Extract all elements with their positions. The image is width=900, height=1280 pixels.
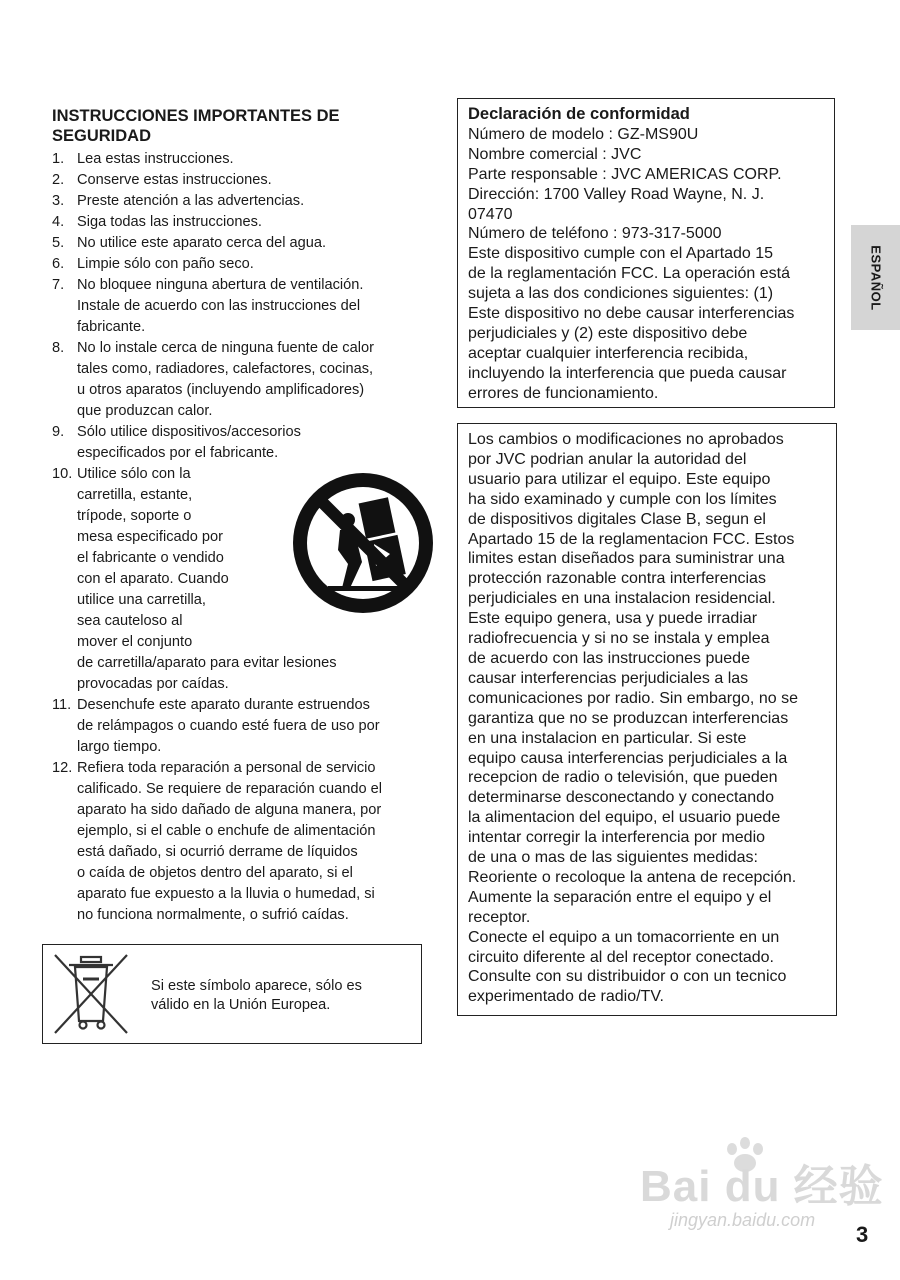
- fcc-line: Aumente la separación entre el equipo y el: [468, 888, 772, 906]
- watermark-logo: Bai du 经验: [640, 1162, 884, 1211]
- fcc-line: Reoriente o recoloque la antena de recepción.: [468, 868, 797, 886]
- instruction-number: 10.: [52, 466, 73, 482]
- fcc-notice-box: [457, 423, 837, 1016]
- fcc-line: por JVC podrian anular la autoridad del: [468, 450, 747, 468]
- section-title: INSTRUCCIONES IMPORTANTES DE SEGURIDAD: [52, 107, 340, 145]
- instruction-line: está dañado, si ocurrió derrame de líquidos: [77, 844, 358, 860]
- instruction-line: Desenchufe este aparato durante estruendos: [77, 697, 370, 713]
- instruction-item: [52, 233, 422, 254]
- instruction-number: 7.: [52, 277, 65, 293]
- instruction-line: mesa especificado por: [77, 529, 224, 545]
- fcc-line: comunicaciones por radio. Sin embargo, no se: [468, 689, 798, 707]
- fcc-line: Apartado 15 de la reglamentacion FCC. Estos: [468, 530, 795, 548]
- cart-warning-icon: [290, 470, 436, 616]
- declaration-line: Este dispositivo cumple con el Apartado 15: [468, 245, 774, 263]
- instruction-line: No lo instale cerca de ninguna fuente de calor: [77, 340, 374, 356]
- instruction-line: Conserve estas instrucciones.: [77, 172, 272, 188]
- fcc-line: radiofrecuencia y si no se instala y emplea: [468, 630, 770, 648]
- instruction-line: o caída de objetos dentro del aparato, si el: [77, 865, 353, 881]
- instruction-line: de relámpagos o cuando esté fuera de uso por: [77, 718, 380, 734]
- safety-instructions-section: [52, 106, 422, 926]
- declaration-line: perjudiciales y (2) este dispositivo debe: [468, 324, 748, 342]
- declaration-line: Número de teléfono : 973-317-5000: [468, 225, 722, 243]
- instruction-line: Utilice sólo con la: [77, 466, 191, 482]
- instruction-line: Lea estas instrucciones.: [77, 151, 234, 167]
- instruction-line: sea cauteloso al: [77, 613, 183, 629]
- instruction-line: Limpie sólo con paño seco.: [77, 256, 254, 272]
- fcc-line: limites estan diseñados para suministrar una: [468, 550, 785, 568]
- instruction-number: 9.: [52, 424, 65, 440]
- declaration-line: Dirección: 1700 Valley Road Wayne, N. J.: [468, 185, 765, 203]
- fcc-line: recepcion de radio o televisión, que pueden: [468, 769, 778, 787]
- instruction-line: calificado. Se requiere de reparación cuando el: [77, 781, 383, 797]
- declaration-line: incluyendo la interferencia que pueda causar: [468, 364, 787, 382]
- fcc-line: circuito diferente al del receptor conectado.: [468, 948, 774, 966]
- instruction-line: Refiera toda reparación a personal de servicio: [77, 760, 376, 776]
- instruction-item: [52, 254, 422, 275]
- instruction-number: 12.: [52, 760, 73, 776]
- fcc-line: Consulte con su distribuidor o con un tecnico: [468, 968, 787, 986]
- instruction-line: aparato fue expuesto a la lluvia o humedad, si: [77, 886, 375, 902]
- instruction-item: [52, 275, 422, 338]
- declaration-line: sujeta a las dos condiciones siguientes: (1): [468, 285, 774, 303]
- instruction-line: que produzcan calor.: [77, 403, 213, 419]
- declaration-title: Declaración de conformidad: [468, 105, 690, 123]
- fcc-line: ha sido examinado y cumple con los límites: [468, 490, 777, 508]
- fcc-line: de una o mas de las siguientes medidas:: [468, 849, 758, 867]
- instruction-line: provocadas por caídas.: [77, 676, 229, 692]
- instruction-item: [52, 212, 422, 233]
- fcc-line: experimentado de radio/TV.: [468, 988, 664, 1006]
- instruction-line: el fabricante o vendido: [77, 550, 224, 566]
- instruction-number: 1.: [52, 151, 65, 167]
- declaration-line: Parte responsable : JVC AMERICAS CORP.: [468, 165, 782, 183]
- fcc-line: usuario para utilizar el equipo. Este equipo: [468, 470, 771, 488]
- instruction-line: aparato ha sido dañado de alguna manera, por: [77, 802, 382, 818]
- instruction-line: fabricante.: [77, 319, 146, 335]
- instructions-list: [52, 149, 422, 926]
- instruction-line: No utilice este aparato cerca del agua.: [77, 235, 327, 251]
- instruction-number: 6.: [52, 256, 65, 272]
- instruction-line: tales como, radiadores, calefactores, cocinas,: [77, 361, 374, 377]
- instruction-line: No bloquee ninguna abertura de ventilación.: [77, 277, 364, 293]
- fcc-line: equipo causa interferencias perjudiciales a la: [468, 749, 788, 767]
- declaration-line: Número de modelo : GZ-MS90U: [468, 125, 699, 143]
- instruction-line: Instale de acuerdo con las instrucciones del: [77, 298, 361, 314]
- fcc-line: de dispositivos digitales Clase B, segun el: [468, 510, 766, 528]
- instruction-line: Sólo utilice dispositivos/accesorios: [77, 424, 301, 440]
- page-number: 3: [856, 1222, 869, 1247]
- fcc-line: Este equipo genera, usa y puede irradiar: [468, 610, 758, 628]
- fcc-line: en una instalacion en particular. Si este: [468, 729, 747, 747]
- instruction-line: mover el conjunto: [77, 634, 193, 650]
- declaration-line: Nombre comercial : JVC: [468, 145, 642, 163]
- instruction-line: de carretilla/aparato para evitar lesiones: [77, 655, 337, 671]
- instruction-item: [52, 338, 422, 422]
- instruction-item: [52, 422, 422, 464]
- instruction-item: [52, 758, 422, 926]
- instruction-line: ejemplo, si el cable o enchufe de alimentación: [77, 823, 376, 839]
- instruction-number: 3.: [52, 193, 65, 209]
- instruction-line: utilice una carretilla,: [77, 592, 206, 608]
- instruction-item: [52, 149, 422, 170]
- instruction-item: [52, 464, 422, 695]
- instruction-number: 4.: [52, 214, 65, 230]
- instruction-number: 2.: [52, 172, 65, 188]
- crossed-bin-icon: [51, 951, 131, 1037]
- fcc-line: receptor.: [468, 908, 531, 926]
- instruction-line: no funciona normalmente, o sufrió caídas.: [77, 907, 349, 923]
- instruction-item: [52, 170, 422, 191]
- fcc-line: la alimentacion del equipo, el usuario puede: [468, 809, 781, 827]
- fcc-line: protección razonable contra interferencias: [468, 570, 766, 588]
- fcc-line: Conecte el equipo a un tomacorriente en un: [468, 928, 780, 946]
- instruction-line: Preste atención a las advertencias.: [77, 193, 305, 209]
- declaration-line: aceptar cualquier interferencia recibida,: [468, 344, 749, 362]
- eu-notice-box: [42, 944, 422, 1044]
- instruction-line: carretilla, estante,: [77, 487, 193, 503]
- language-tab: ESPAÑOL: [851, 225, 900, 330]
- fcc-line: causar interferencias perjudiciales a las: [468, 669, 749, 687]
- instruction-line: largo tiempo.: [77, 739, 162, 755]
- declaration-line: errores de funcionamiento.: [468, 384, 659, 402]
- instruction-number: 8.: [52, 340, 65, 356]
- declaration-line: Este dispositivo no debe causar interferencias: [468, 305, 795, 323]
- instruction-item: [52, 695, 422, 758]
- instruction-line: con el aparato. Cuando: [77, 571, 229, 587]
- fcc-line: perjudiciales en una instalacion residencial.: [468, 590, 776, 608]
- declaration-line: 07470: [468, 205, 513, 223]
- fcc-line: determinarse desconectando y conectando: [468, 789, 774, 807]
- declaration-box: [457, 98, 835, 408]
- fcc-line: intentar corregir la interferencia por medio: [468, 829, 766, 847]
- instruction-line: trípode, soporte o: [77, 508, 192, 524]
- declaration-line: de la reglamentación FCC. La operación está: [468, 265, 790, 283]
- instruction-item: [52, 191, 422, 212]
- instruction-line: especificados por el fabricante.: [77, 445, 279, 461]
- fcc-line: de acuerdo con las instrucciones puede: [468, 649, 750, 667]
- fcc-line: garantiza que no se produzcan interferencias: [468, 709, 789, 727]
- watermark-url: jingyan.baidu.com: [670, 1210, 816, 1230]
- declaration-body: [468, 125, 834, 404]
- instruction-line: Siga todas las instrucciones.: [77, 214, 262, 230]
- instruction-number: 11.: [52, 697, 72, 713]
- fcc-line: Los cambios o modificaciones no aprobados: [468, 431, 784, 448]
- instruction-number: 5.: [52, 235, 65, 251]
- eu-notice-text: Si este símbolo aparece, sólo es válido en la Unión Europea.: [151, 978, 362, 1013]
- instruction-line: u otros aparatos (incluyendo amplificadores): [77, 382, 365, 398]
